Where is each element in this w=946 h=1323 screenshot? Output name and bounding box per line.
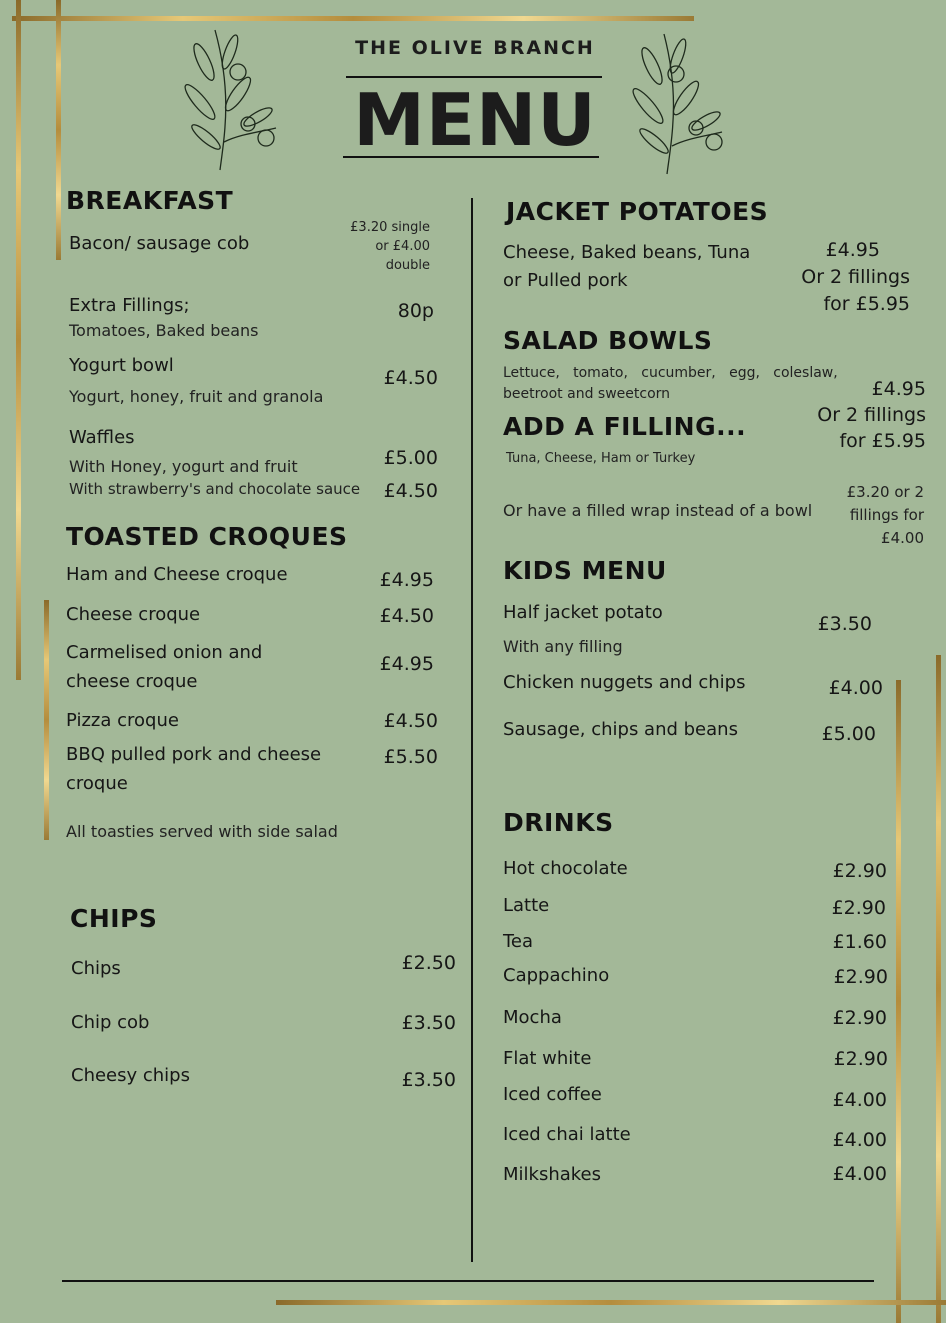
waffles-price-1: £5.00 (383, 447, 438, 469)
chips-heading: CHIPS (70, 904, 158, 933)
drink-item-name: Iced chai latte (503, 1124, 631, 1145)
bacon-cob-price-line-1: £3.20 single (350, 220, 430, 235)
drink-item-name: Flat white (503, 1048, 592, 1069)
drink-item-price: £2.90 (833, 966, 888, 988)
drink-item-name: Milkshakes (503, 1164, 602, 1185)
jacket-desc-line-1: Cheese, Baked beans, Tuna (503, 242, 751, 263)
croque-item-price: £5.50 (383, 746, 438, 768)
waffles-desc-1: With Honey, yogurt and fruit (69, 457, 298, 476)
page-title: MENU (353, 78, 597, 162)
add-filling-heading: ADD A FILLING... (503, 412, 747, 441)
bacon-cob-price-line-3: double (385, 258, 430, 273)
kids-sausage-name: Sausage, chips and beans (503, 719, 738, 740)
breakfast-heading: BREAKFAST (66, 186, 234, 215)
kids-nuggets-price: £4.00 (828, 677, 883, 699)
croque-item-price: £4.50 (383, 710, 438, 732)
croques-note: All toasties served with side salad (66, 822, 338, 841)
chips-item-price: £3.50 (401, 1069, 456, 1091)
drinks-heading: DRINKS (503, 808, 614, 837)
brand-name: THE OLIVE BRANCH (355, 37, 595, 59)
drink-item-name: Cappachino (503, 965, 610, 986)
salad-price-line-1: £4.95 (871, 378, 926, 400)
chips-item-price: £2.50 (401, 952, 456, 974)
drink-item-price: £4.00 (832, 1129, 887, 1151)
kids-nuggets-name: Chicken nuggets and chips (503, 672, 746, 693)
extra-fillings-desc: Tomatoes, Baked beans (69, 321, 259, 340)
salad-desc-line-1: Lettuce, tomato, cucumber, egg, coleslaw, (503, 365, 838, 381)
gold-line-bottom (276, 1300, 946, 1305)
extra-fillings-price: 80p (397, 300, 434, 322)
croque-item-price: £4.95 (379, 653, 434, 675)
kids-jacket-price: £3.50 (817, 613, 872, 635)
chips-item-name: Chip cob (71, 1012, 150, 1033)
croque-item-price: £4.95 (379, 569, 434, 591)
croque-item-name-line-1: Carmelised onion and (66, 642, 263, 663)
olive-branch-right-icon (622, 26, 732, 176)
croque-item-name: Cheese croque (66, 604, 201, 625)
bottom-rule (62, 1280, 874, 1282)
jacket-desc-line-2: or Pulled pork (503, 270, 628, 291)
drink-item-price: £2.90 (832, 860, 887, 882)
jacket-price-line-1: £4.95 (825, 239, 880, 261)
chips-item-name: Cheesy chips (71, 1065, 190, 1086)
yogurt-bowl-name: Yogurt bowl (69, 355, 174, 376)
croque-item-price: £4.50 (379, 605, 434, 627)
drink-item-price: £4.00 (832, 1089, 887, 1111)
salad-price-line-2: Or 2 fillings (817, 404, 926, 426)
drink-item-name: Latte (503, 895, 550, 916)
croque-item-name-line-2: cheese croque (66, 671, 198, 692)
add-filling-options: Tuna, Cheese, Ham or Turkey (506, 451, 696, 466)
jacket-price (770, 237, 910, 318)
wrap-price-line-2: fillings for (849, 506, 924, 524)
chips-item-price: £3.50 (401, 1012, 456, 1034)
column-divider (471, 198, 473, 1262)
gold-line-left-mid (44, 600, 49, 840)
drink-item-name: Iced coffee (503, 1084, 602, 1105)
bacon-cob-price-line-2: or £4.00 (375, 239, 430, 254)
salad-price-line-3: for £5.95 (839, 430, 926, 452)
drink-item-price: £1.60 (832, 931, 887, 953)
wrap-option: Or have a filled wrap instead of a bowl (503, 501, 813, 520)
wrap-price-line-1: £3.20 or 2 (846, 483, 924, 501)
bacon-cob-name: Bacon/ sausage cob (69, 233, 250, 254)
kids-sausage-price: £5.00 (821, 723, 876, 745)
croques-heading: TOASTED CROQUES (66, 522, 348, 551)
yogurt-bowl-price: £4.50 (383, 367, 438, 389)
jacket-heading: JACKET POTATOES (506, 197, 769, 226)
wrap-price (820, 481, 924, 550)
salad-heading: SALAD BOWLS (503, 326, 713, 355)
drink-item-price: £2.90 (832, 1007, 887, 1029)
drink-item-name: Hot chocolate (503, 858, 628, 879)
croque-item-name-line-1: BBQ pulled pork and cheese (66, 744, 322, 765)
bacon-cob-price (320, 218, 430, 275)
croque-item-name: Ham and Cheese croque (66, 564, 288, 585)
drink-item-price: £4.00 (832, 1163, 887, 1185)
gold-line-right-outer (936, 655, 941, 1323)
gold-line-left-outer (16, 0, 21, 680)
waffles-desc-2: With strawberry's and chocolate sauce (69, 480, 361, 498)
gold-line-left-inner (56, 0, 61, 260)
salad-price (780, 376, 926, 454)
croque-item-name-line-2: croque (66, 773, 128, 794)
jacket-price-line-2: Or 2 fillings (801, 266, 910, 288)
drink-item-name: Tea (503, 931, 534, 952)
drink-item-name: Mocha (503, 1007, 562, 1028)
gold-line-top (12, 16, 694, 21)
waffles-price-2: £4.50 (383, 480, 438, 502)
jacket-price-line-3: for £5.95 (823, 293, 910, 315)
extra-fillings-name: Extra Fillings; (69, 295, 190, 316)
gold-line-right-inner (896, 680, 901, 1323)
kids-jacket-name: Half jacket potato (503, 602, 663, 623)
yogurt-bowl-desc: Yogurt, honey, fruit and granola (69, 387, 324, 406)
waffles-name: Waffles (69, 427, 135, 448)
croque-item-name: Pizza croque (66, 710, 179, 731)
drink-item-price: £2.90 (833, 1048, 888, 1070)
kids-heading: KIDS MENU (503, 556, 667, 585)
kids-jacket-desc: With any filling (503, 637, 623, 656)
olive-branch-left-icon (180, 22, 290, 172)
drink-item-price: £2.90 (831, 897, 886, 919)
salad-desc-line-2: beetroot and sweetcorn (503, 386, 671, 402)
chips-item-name: Chips (71, 958, 121, 979)
wrap-price-line-3: £4.00 (881, 529, 924, 547)
